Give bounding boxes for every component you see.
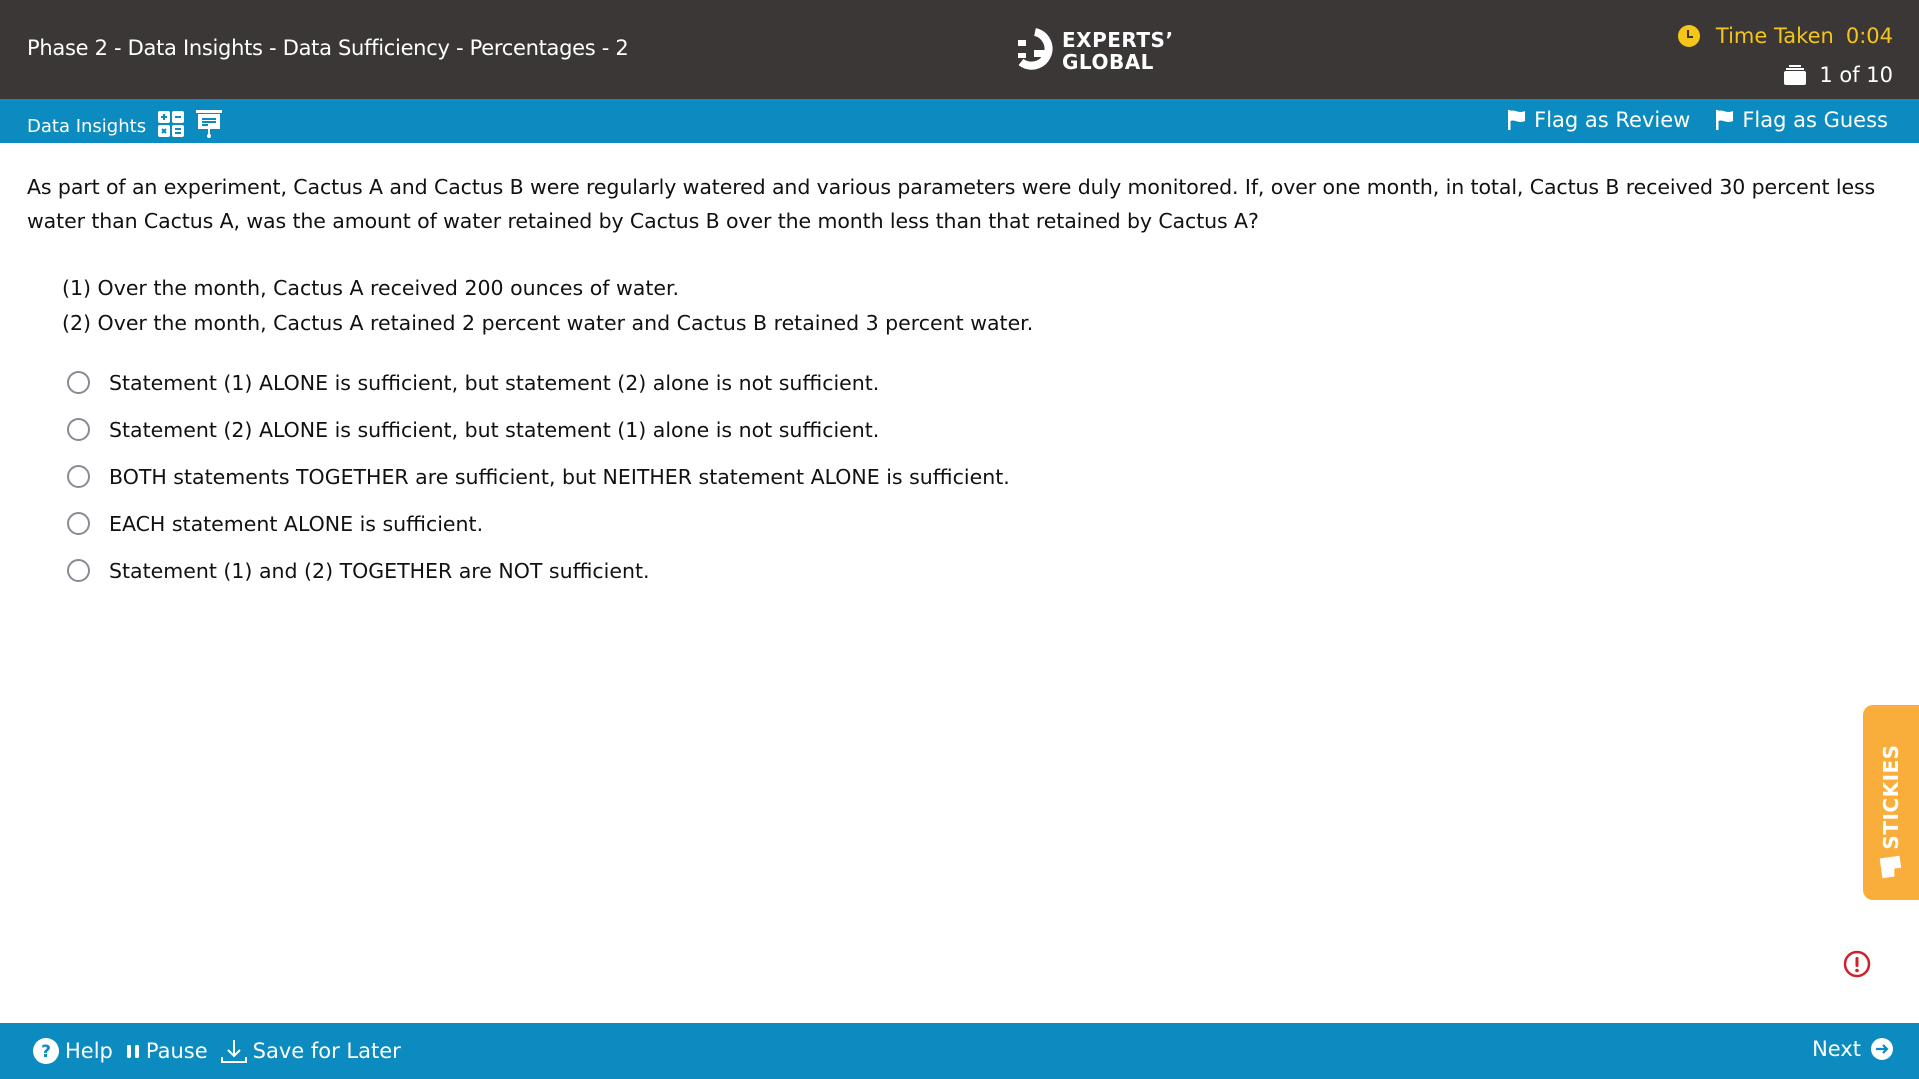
download-icon: [220, 1037, 248, 1065]
flag-controls: [1482, 108, 1888, 132]
flag-as-review-button[interactable]: [1508, 108, 1690, 132]
statements: [27, 271, 1877, 341]
pause-label: Pause: [145, 1039, 208, 1063]
save-for-later-label: Save for Later: [252, 1039, 401, 1063]
answer-choices: [27, 359, 1877, 594]
stickies-tab[interactable]: [1863, 705, 1919, 900]
page-title: Phase 2 - Data Insights - Data Sufficiency - Percentages - 2: [27, 36, 629, 60]
answer-choice-c[interactable]: [67, 453, 1877, 500]
arrow-right-circle-icon: [1871, 1038, 1893, 1060]
next-button[interactable]: [1812, 1037, 1893, 1061]
sticky-note-icon: [1877, 853, 1905, 881]
flag-as-guess-label: Flag as Guess: [1742, 108, 1888, 132]
logo-line-2: GLOBAL: [1062, 50, 1154, 74]
logo-line-1: EXPERTS’: [1062, 28, 1174, 52]
question-stack-icon: [1783, 64, 1807, 86]
next-label: Next: [1812, 1037, 1861, 1061]
calculator-icon[interactable]: [158, 111, 184, 142]
question-counter: [1783, 63, 1893, 87]
question-area: [27, 170, 1877, 594]
section-label-group: [27, 110, 222, 143]
radio-button[interactable]: [67, 559, 90, 582]
help-button[interactable]: [32, 1037, 113, 1065]
top-header: [0, 0, 1919, 99]
time-taken: [1678, 24, 1893, 48]
flag-icon: [1508, 110, 1526, 130]
answer-choice-text: Statement (1) ALONE is sufficient, but statement (2) alone is not sufficient.: [109, 370, 880, 395]
time-taken-value: 0:04: [1845, 24, 1893, 48]
answer-choice-text: Statement (1) and (2) TOGETHER are NOT sufficient.: [109, 558, 650, 583]
whiteboard-icon[interactable]: [196, 110, 222, 143]
answer-choice-d[interactable]: [67, 500, 1877, 547]
answer-choice-a[interactable]: [67, 359, 1877, 406]
answer-choice-text: Statement (2) ALONE is sufficient, but statement (1) alone is not sufficient.: [109, 417, 880, 442]
radio-button[interactable]: [67, 371, 90, 394]
flag-as-review-label: Flag as Review: [1534, 108, 1691, 132]
bottom-left-controls: [32, 1037, 413, 1065]
logo-text: [1062, 29, 1174, 73]
clock-icon: [1678, 25, 1700, 47]
bottom-toolbar: [0, 1023, 1919, 1079]
pause-button[interactable]: [125, 1039, 208, 1063]
report-error-icon[interactable]: [1843, 950, 1871, 978]
experts-global-logo: [1016, 26, 1174, 76]
answer-choice-b[interactable]: [67, 406, 1877, 453]
section-name: Data Insights: [27, 116, 147, 137]
time-taken-label: Time Taken: [1715, 24, 1834, 48]
answer-choice-text: BOTH statements TOGETHER are sufficient, but NEITHER statement ALONE is sufficient.: [109, 464, 1010, 489]
pause-icon: [125, 1042, 141, 1060]
flag-icon: [1716, 110, 1734, 130]
radio-button[interactable]: [67, 512, 90, 535]
help-icon: [32, 1037, 60, 1065]
question-stem: As part of an experiment, Cactus A and Cactus B were regularly watered and various parameters were duly monitored. If, over one month, in total, Cactus B received 30 percent less water than Cactus A, was the amount of water retained by Cactus B over the month less than that retained by Cactus A?: [27, 175, 1876, 233]
svg-text:?: ?: [41, 1042, 51, 1062]
answer-choice-e[interactable]: [67, 547, 1877, 594]
radio-button[interactable]: [67, 418, 90, 441]
answer-choice-text: EACH statement ALONE is sufficient.: [109, 511, 484, 536]
save-for-later-button[interactable]: [220, 1037, 401, 1065]
flag-as-guess-button[interactable]: [1716, 108, 1888, 132]
logo-g-icon: [1016, 28, 1054, 74]
section-toolbar: [0, 99, 1919, 143]
question-counter-text: 1 of 10: [1819, 63, 1893, 87]
statement-1: (1) Over the month, Cactus A received 200 ounces of water.: [62, 276, 680, 300]
statement-2: (2) Over the month, Cactus A retained 2 percent water and Cactus B retained 3 percent water.: [62, 311, 1034, 335]
stickies-label: STICKIES: [1879, 744, 1903, 850]
help-label: Help: [65, 1039, 113, 1063]
radio-button[interactable]: [67, 465, 90, 488]
